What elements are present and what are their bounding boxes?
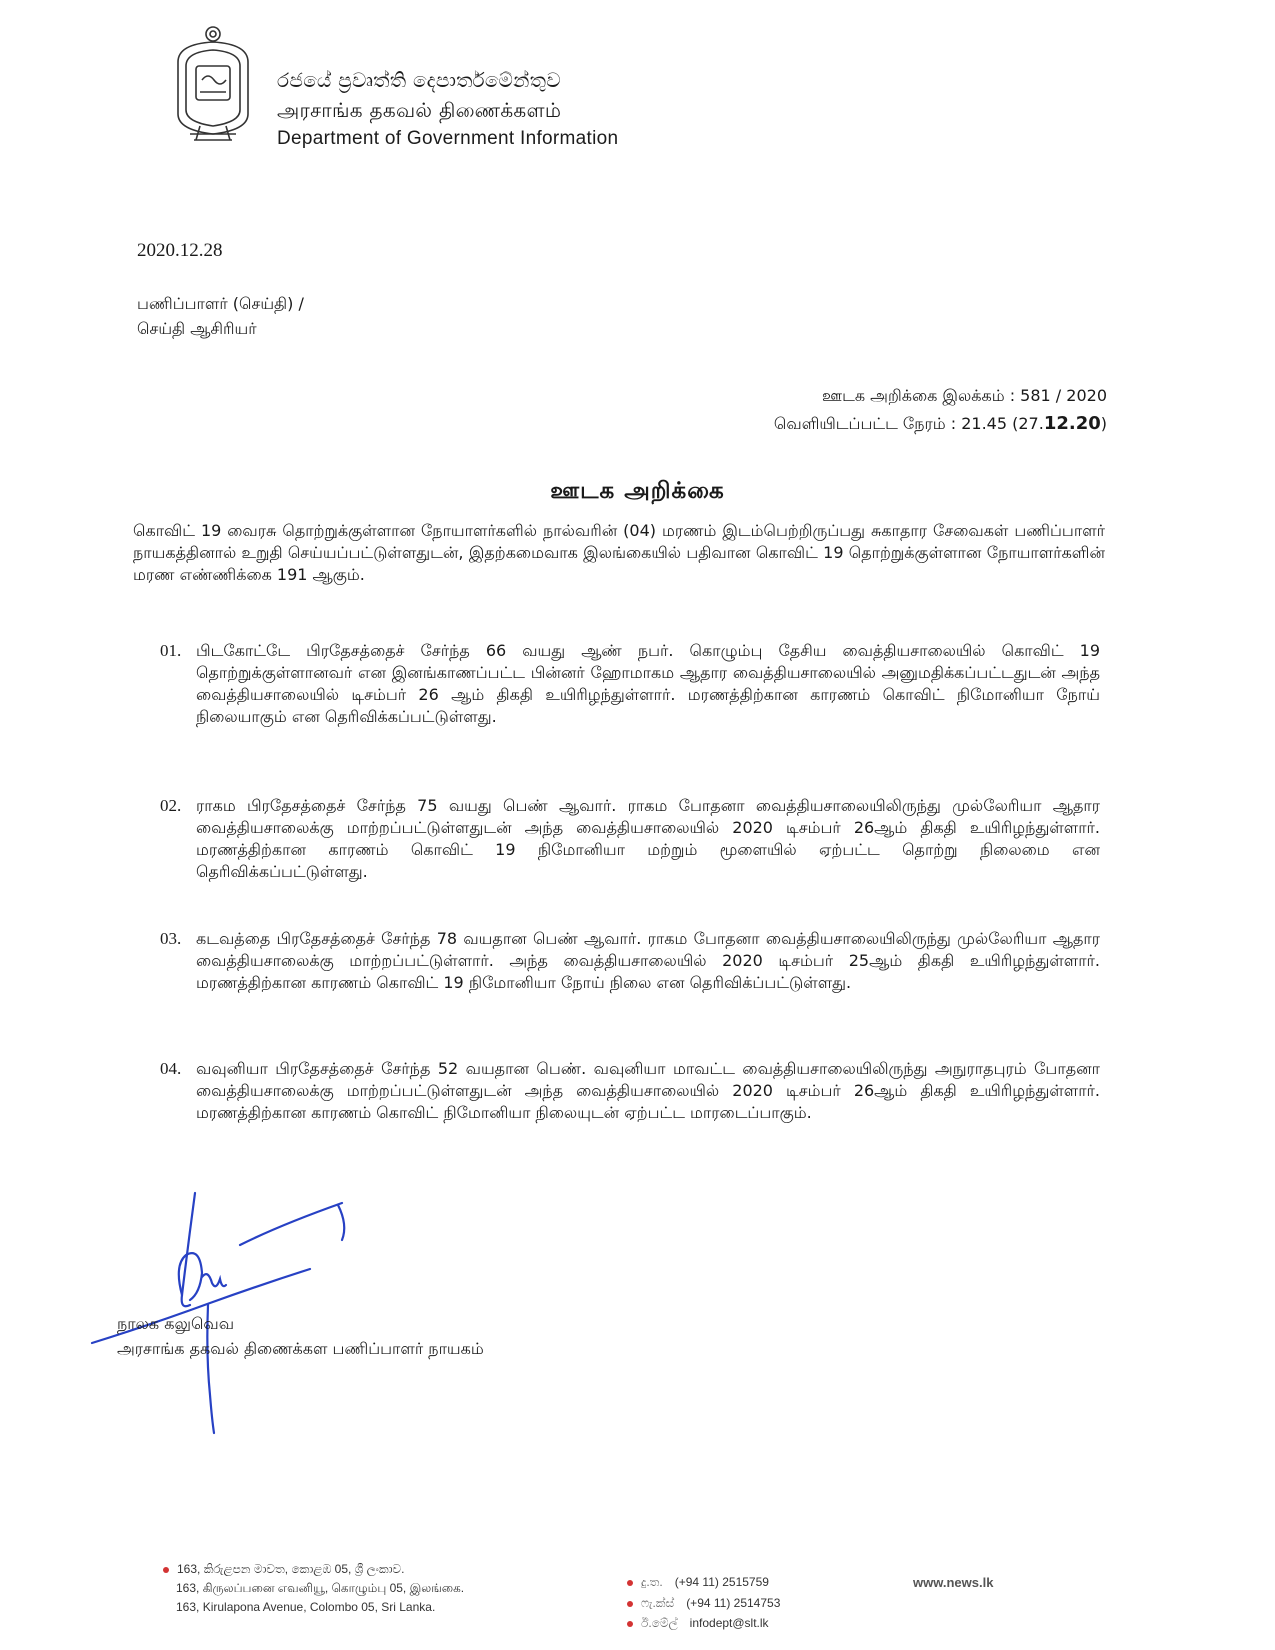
footer-address-tamil: 163, கிருலப்பனை எவனியூ, கொழும்பு 05, இலங்கை. — [176, 1581, 465, 1595]
release-time-suffix: ) — [1100, 414, 1107, 433]
item-number: 02. — [160, 796, 182, 815]
release-time-prefix: வெளியிடப்பட்ட நேரம் : 21.45 (27. — [773, 414, 1044, 433]
signer-title: அரசாங்க தகவல் திணைக்கள பணிப்பாளர் நாயகம் — [117, 1339, 484, 1358]
footer-fax: ෆැ.ක්ස් (+94 11) 2514753 — [627, 1596, 780, 1611]
addressee-line-2: செய்தி ஆசிரியர் — [137, 319, 257, 338]
item-number: 03. — [160, 929, 182, 948]
bullet-icon — [627, 1580, 633, 1586]
item-text: பிடகோட்டே பிரதேசத்தைச் சேர்ந்த 66 வயது ஆண் நபர். கொழும்பு தேசிய வைத்தியசாலையில் கொவிட் 19 தொற்றுக்குள்ளானவர் என இனங்காணப்பட்ட பின்னர் ஹோமாகம ஆதார வைத்தியசாலையில் அனுமதிக்கப்பட்டதுடன் அந்த வைத்தியசாலையில் டிசம்பர் 26 ஆம் திகதி உயிரிழந்துள்ளார். மரணத்திற்கான காரணம் கொவிட் நிமோனியா நோய் நிலையாகும் என தெரிவிக்கப்பட்டுள்ளது. — [196, 641, 1100, 726]
footer-telephone: දු.ත. (+94 11) 2515759 — [627, 1575, 769, 1590]
item-text: கடவத்தை பிரதேசத்தைச் சேர்ந்த 78 வயதான பெண் ஆவார். ராகம போதனா வைத்தியசாலையிலிருந்து முல்லேரியா ஆதார வைத்தியசாலைக்கு மாற்றப்பட்டுள்ளார். அந்த வைத்தியசாலையில் 2020 டிசம்பர் 25ஆம் திகதி உயிரிழந்துள்ளார். மரணத்திற்கான காரணம் கொவிட் 19 நிமோனியா நோய் நிலை என தெரிவிக்ப்பட்டுள்ளது. — [196, 929, 1101, 992]
footer-address-english: 163, Kirulapona Avenue, Colombo 05, Sri Lanka. — [176, 1600, 436, 1614]
signature-icon — [90, 1185, 370, 1435]
signer-name: நாலக கலுவெவ — [117, 1314, 235, 1333]
bullet-icon — [163, 1567, 169, 1573]
document-title: ஊடக அறிக்கை — [550, 478, 725, 504]
department-name-tamil: அரசாங்க தகவல் திணைக்களம் — [277, 98, 562, 122]
footer-address-sinhala: 163, කිරුළපන මාවත, කොළඹ 05, ශ්‍රී ලංකාව. — [163, 1562, 404, 1577]
bullet-icon — [627, 1621, 633, 1627]
item-number: 01. — [160, 641, 182, 660]
intro-paragraph: கொவிட் 19 வைரசு தொற்றுக்குள்ளான நோயாளர்களில் நால்வரின் (04) மரணம் இடம்பெற்றிருப்பது சுகாதார சேவைகள் பணிப்பாளர் நாயகத்தினால் உறுதி செய்யப்பட்டுள்ளதுடன், இதற்கமைவாக இலங்கையில் பதிவான கொவிட் 19 தொற்றுக்குள்ளான நோயாளர்களின் மரண எண்ணிக்கை 191 ஆகும். — [133, 521, 1105, 584]
department-name-sinhala: රජයේ ප්‍රවෘත්ති දෙපාර්තමේන්තුව — [277, 68, 561, 92]
addressee-line-1: பணிப்பாளர் (செய்தி) / — [137, 294, 304, 313]
document-date: 2020.12.28 — [137, 240, 223, 261]
item-number: 04. — [160, 1059, 182, 1078]
department-name-english: Department of Government Information — [277, 128, 619, 149]
item-text: ராகம பிரதேசத்தைச் சேர்ந்த 75 வயது பெண் ஆவார். ராகம போதனா வைத்தியசாலையிலிருந்து முல்லேரியா ஆதார வைத்தியசாலைக்கு மாற்றப்பட்டுள்ளதுடன் அந்த வைத்தியசாலையில் 2020 டிசம்பர் 26ஆம் திகதி உயிரிழந்துள்ளார். மரணத்திற்கான காரணம் கொவிட் 19 நிமோனியா மற்றும் மூளையில் ஏற்பட்ட தொற்று நிலைமை என தெரிவிக்கப்பட்டுள்ளது. — [196, 796, 1100, 881]
footer-email: ඊ.මේල් infodept@slt.lk — [627, 1616, 769, 1631]
footer-website: www.news.lk — [913, 1575, 994, 1590]
bullet-icon — [627, 1601, 633, 1607]
item-text: வவுனியா பிரதேசத்தைச் சேர்ந்த 52 வயதான பெண். வவுனியா மாவட்ட வைத்தியசாலையிலிருந்து அநுராதபுரம் போதனா வைத்தியசாலைக்கு மாற்றப்பட்டுள்ளதுடன் அந்த வைத்தியசாலையில் 2020 டிசம்பர் 26ஆம் திகதி உயிரிழந்துள்ளார். மரணத்திற்கான காரணம் கொவிட் நிமோனியா நிலையுடன் ஏற்பட்ட மாரடைப்பாகும். — [196, 1059, 1100, 1122]
media-release-number: ஊடக அறிக்கை இலக்கம் : 581 / 2020 — [821, 386, 1107, 405]
release-time — [774, 413, 1107, 435]
sri-lanka-emblem-icon — [170, 22, 256, 148]
release-time-date: 12.20 — [1043, 413, 1101, 434]
